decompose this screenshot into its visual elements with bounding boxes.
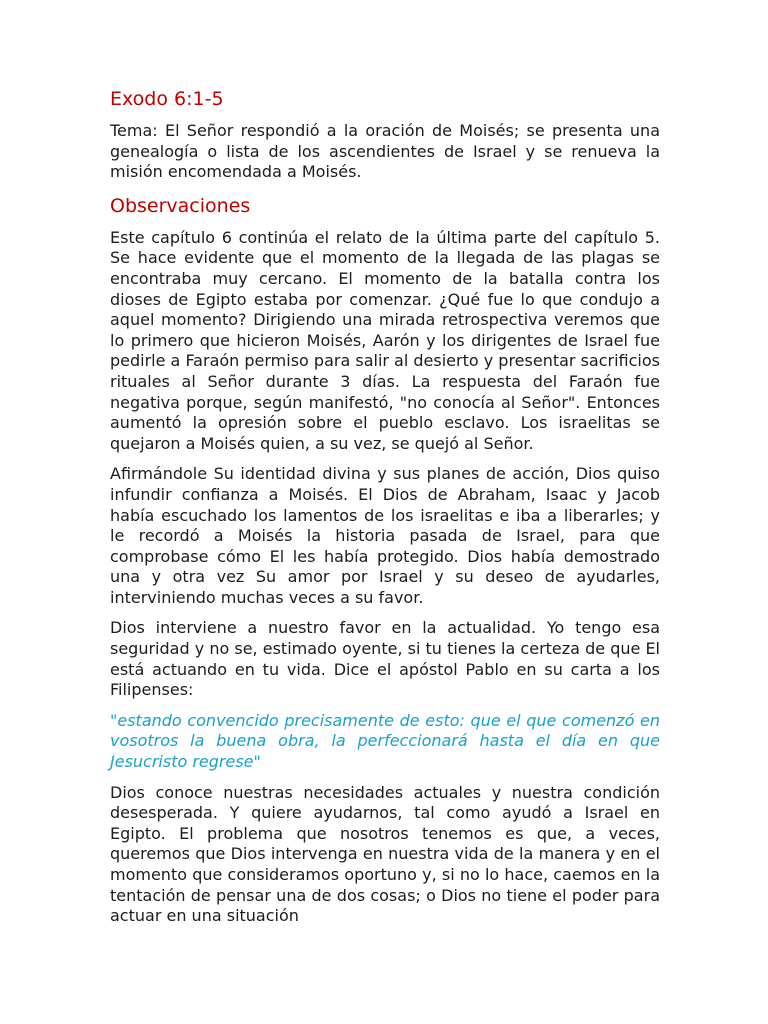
scripture-quote: "estando convencido precisamente de esto: que el que comenzó en vosotros la buena obra, la perfeccionará hasta el día en que Jesucristo regrese" bbox=[110, 710, 660, 772]
body-paragraph-2: Afirmándole Su identidad divina y sus planes de acción, Dios quiso infundir confianza a Moisés. El Dios de Abraham, Isaac y Jacob había escuchado los lamentos de los israelitas e iba a liberarles; y le recordó a Moisés la historia pasada de Israel, para que comprobase cómo El les había protegido. Dios había demostrado una y otra vez Su amor por Israel y su deseo de ayudarles, interviniendo muchas veces a su favor. bbox=[110, 464, 660, 607]
body-paragraph-3: Dios interviene a nuestro favor en la actualidad. Yo tengo esa seguridad y no se, estimado oyente, si tu tienes la certeza de que El está actuando en tu vida. Dice el apóstol Pablo en su carta a los Filipenses: bbox=[110, 618, 660, 700]
tema-paragraph: Tema: El Señor respondió a la oración de Moisés; se presenta una genealogía o lista de los ascendientes de Israel y se renueva la misión encomendada a Moisés. bbox=[110, 121, 660, 182]
document-title: Exodo 6:1-5 bbox=[110, 88, 224, 110]
body-paragraph-4: Dios conoce nuestras necesidades actuales y nuestra condición desesperada. Y quiere ayudarnos, tal como ayudó a Israel en Egipto. El problema que nosotros tenemos es que, a veces, queremos que Dios intervenga en nuestra vida de la manera y en el momento que consideramos oportuno y, si no lo hace, caemos en la tentación de pensar una de dos cosas; o Dios no tiene el poder para actuar en una situación bbox=[110, 782, 660, 926]
body-paragraph-1: Este capítulo 6 continúa el relato de la última parte del capítulo 5. Se hace evidente que el momento de la llegada de las plagas se encontraba muy cercano. El momento de la batalla contra los dioses de Egipto estaba por comenzar. ¿Qué fue lo que condujo a aquel momento? Dirigiendo una mirada retrospectiva veremos que lo primero que hicieron Moisés, Aarón y los dirigentes de Israel fue pedirle a Faraón permiso para salir al desierto y presentar sacrificios rituales al Señor durante 3 días. La respuesta del Faraón fue negativa porque, según manifestó, "no conocía al Señor". Entonces aumentó la opresión sobre el pueblo esclavo. Los israelitas se quejaron a Moisés quien, a su vez, se quejó al Señor. bbox=[110, 227, 660, 453]
section-heading-observaciones: Observaciones bbox=[110, 194, 251, 217]
